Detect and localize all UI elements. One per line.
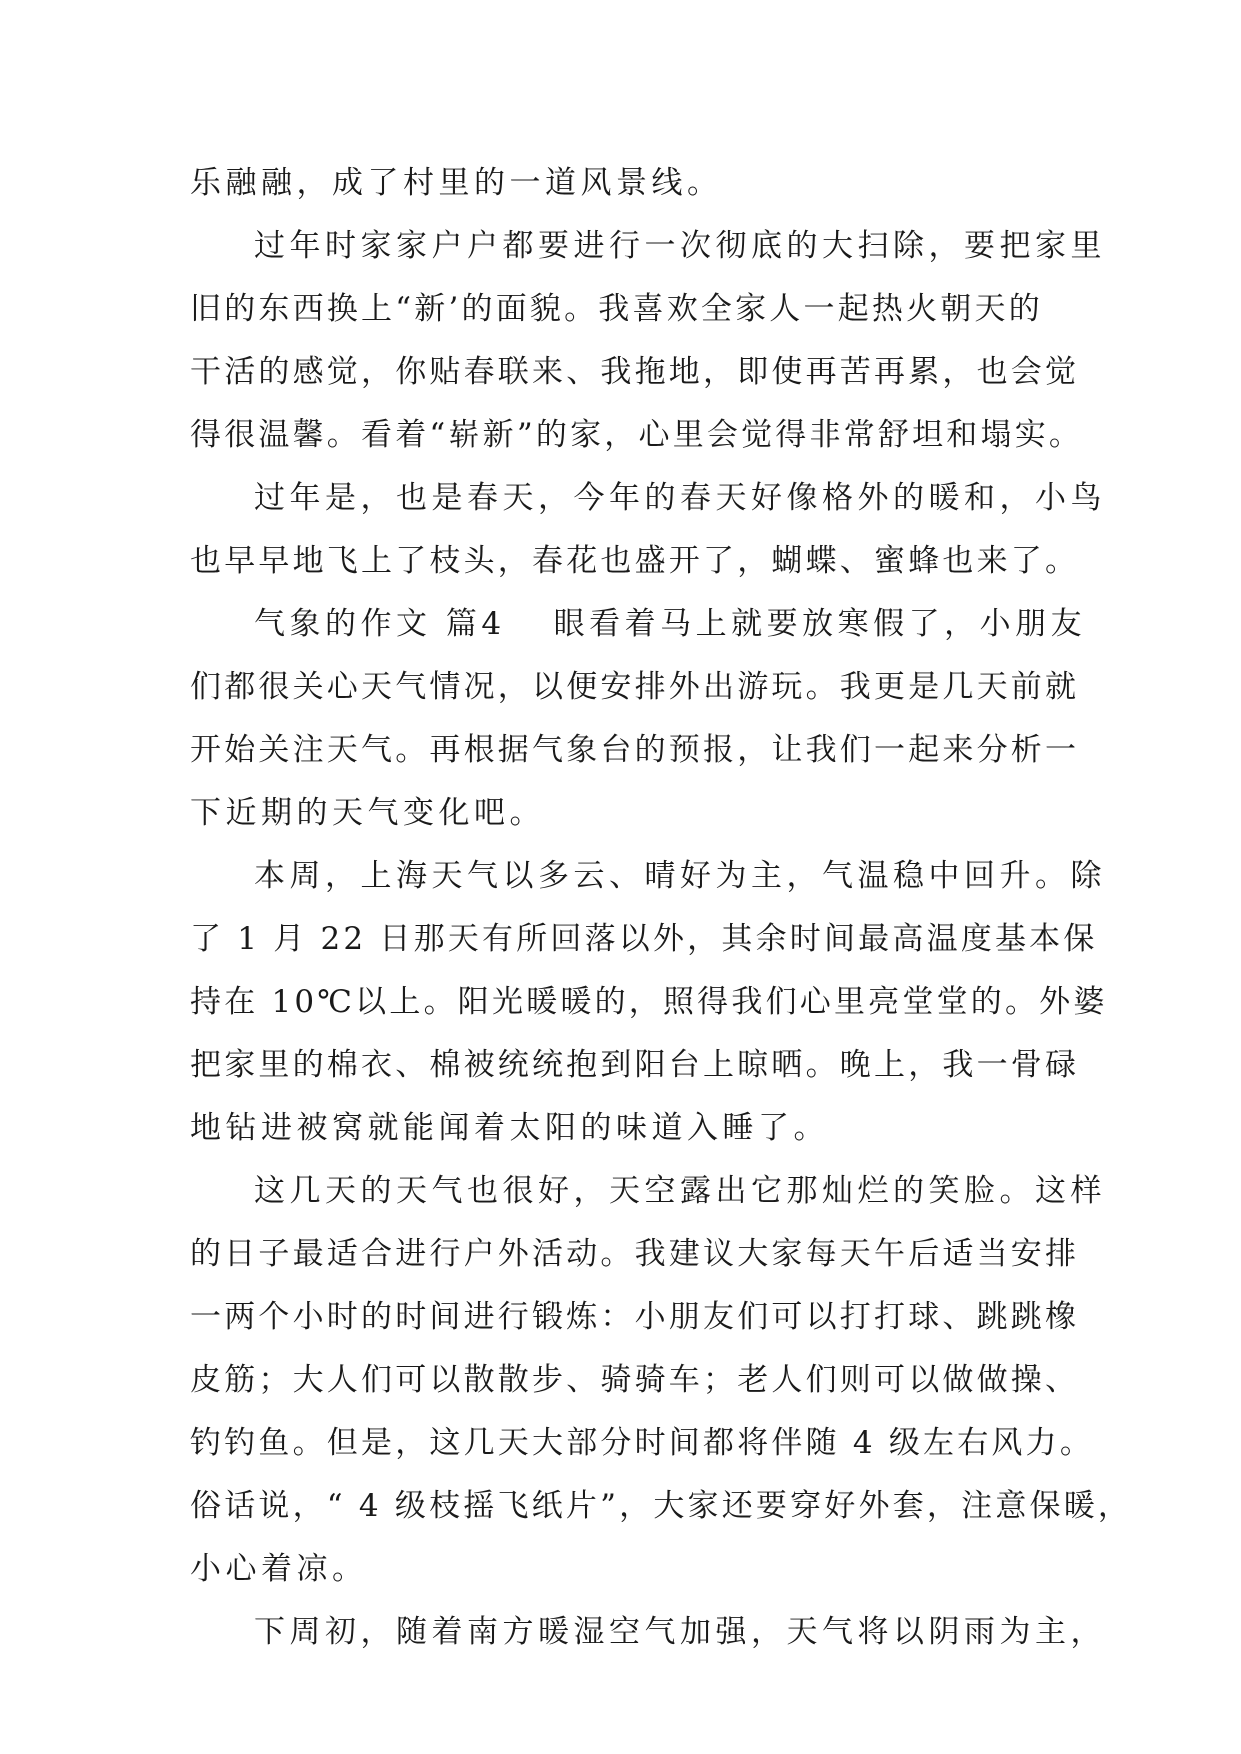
- paragraph-text: 眼看着马上就要放寒假了，小朋友: [553, 606, 1087, 642]
- text-line: 干活的感觉，你贴春联来、我拖地，即使再苦再累，也会觉: [190, 354, 1080, 390]
- text-line: 们都很关心天气情况，以便安排外出游玩。我更是几天前就: [190, 669, 1080, 705]
- text-line: 了 1 月 22 日那天有所回落以外，其余时间最高温度基本保: [190, 921, 1098, 957]
- text-line: 过年是，也是春天，今年的春天好像格外的暖和，小鸟: [254, 480, 1106, 516]
- text-line: 开始关注天气。再根据气象台的预报，让我们一起来分析一: [190, 732, 1080, 768]
- text-line: 旧的东西换上“新’的面貌。我喜欢全家人一起热火朝天的: [190, 291, 1043, 327]
- text-line: 皮筋；大人们可以散散步、骑骑车；老人们则可以做做操、: [190, 1362, 1080, 1398]
- text-line: 过年时家家户户都要进行一次彻底的大扫除，要把家里: [254, 228, 1106, 264]
- text-line: 下周初，随着南方暖湿空气加强，天气将以阴雨为主，: [254, 1614, 1106, 1650]
- text-line: 得很温馨。看着“崭新”的家，心里会觉得非常舒坦和塌实。: [190, 417, 1084, 453]
- text-line: 也早早地飞上了枝头，春花也盛开了，蝴蝶、蜜蜂也来了。: [190, 543, 1080, 579]
- text-line: 的日子最适合进行户外活动。我建议大家每天午后适当安排: [190, 1236, 1080, 1272]
- section-heading: 气象的作文 篇4: [254, 606, 506, 642]
- text-line: 地钻进被窝就能闻着太阳的味道入睡了。: [190, 1110, 829, 1146]
- text-line: 持在 10℃以上。阳光暖暖的，照得我们心里亮堂堂的。外婆: [190, 984, 1108, 1020]
- text-line: 本周，上海天气以多云、晴好为主，气温稳中回升。除: [254, 858, 1106, 894]
- text-line: 乐融融，成了村里的一道风景线。: [190, 165, 723, 201]
- section-heading-line: [190, 593, 1087, 656]
- text-line: 一两个小时的时间进行锻炼：小朋友们可以打打球、跳跳橡: [190, 1299, 1080, 1335]
- text-line: 俗话说，“ 4 级枝摇飞纸片”，大家还要穿好外套，注意保暖，: [190, 1488, 1133, 1524]
- text-line: 钓钓鱼。但是，这几天大部分时间都将伴随 4 级左右风力。: [190, 1425, 1095, 1461]
- text-line: 下近期的天气变化吧。: [190, 795, 545, 831]
- text-line: 这几天的天气也很好，天空露出它那灿烂的笑脸。这样: [254, 1173, 1106, 1209]
- text-line: 小心着凉。: [190, 1551, 368, 1587]
- document-body: [190, 152, 1133, 1664]
- text-line: 把家里的棉衣、棉被统统抱到阳台上晾晒。晚上，我一骨碌: [190, 1047, 1080, 1083]
